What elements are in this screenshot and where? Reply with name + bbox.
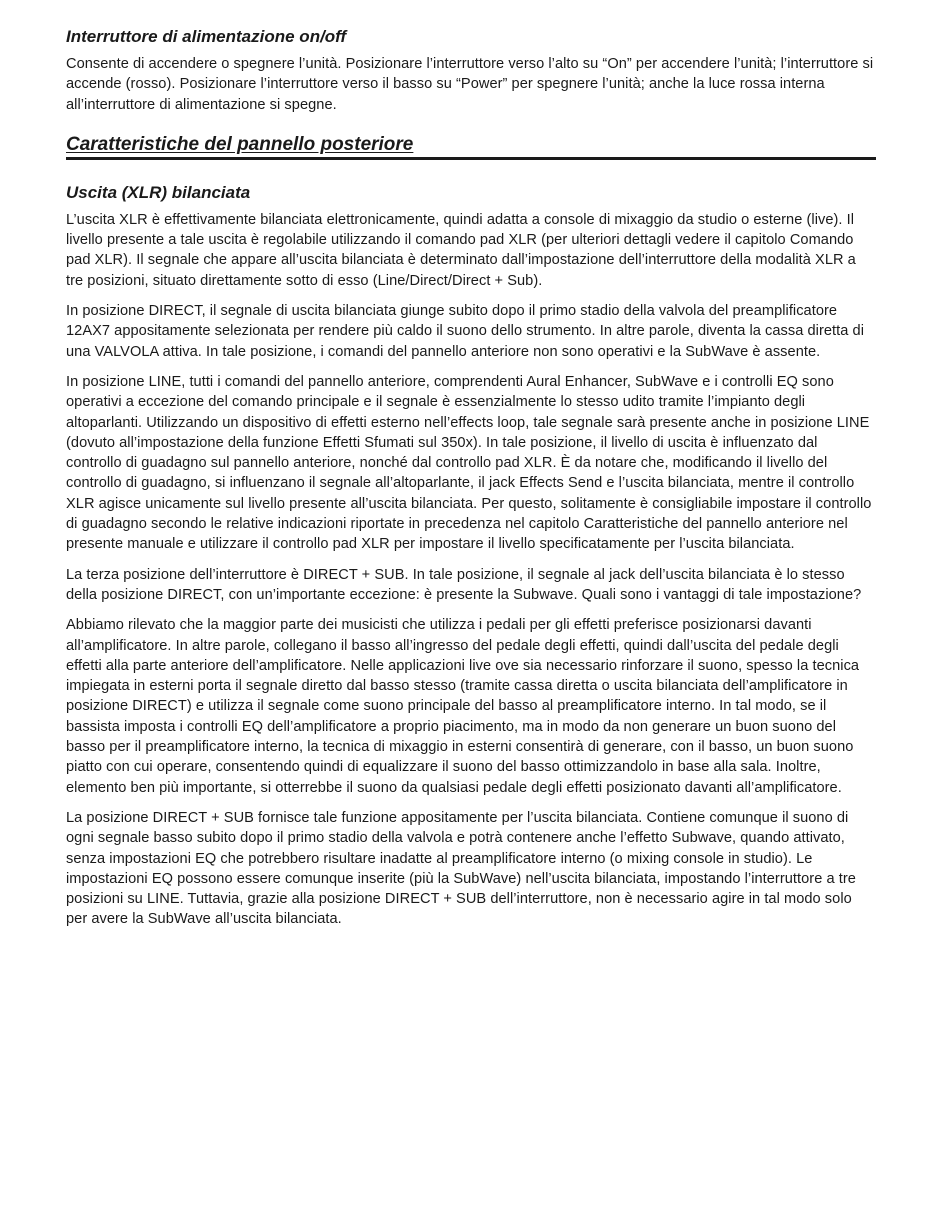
balanced-output-paragraph-6: La posizione DIRECT + SUB fornisce tale funzione appositamente per l’uscita bilanciata. Contiene comunque il suono di ogni segnale basso subito dopo il primo stadio della valvola e potrà contenere anche l’effetto Subwave, quando attivato, senza impostazioni EQ che potrebbero risultare inadatte al preamplificatore interno (o mixing console in studio). Le impostazioni EQ possono essere comunque inserite (più la SubWave) nell’uscita bilanciata, impostando l’interruttore a tre posizioni su LINE. Tuttavia, grazie alla posizione DIRECT + SUB dell’interruttore, non è necessario agire in tal modo solo per avere la SubWave all’uscita bilanciata. (66, 809, 856, 928)
balanced-output-paragraph-1: L’uscita XLR è effettivamente bilanciata elettronicamente, quindi adatta a console di mixaggio da studio o esterne (live). Il livello presente a tale uscita è regolabile utilizzando il comando pad XLR (per ulteriori dettagli vedere il capitolo Comando pad XLR). Il segnale che appare all’uscita bilanciata è determinato dall’impostazione dell’interruttore della modalità XLR a tre posizioni, situato direttamente sotto di esso (Line/Direct/Direct + Sub). (66, 211, 856, 289)
rear-panel-section (66, 133, 876, 160)
power-switch-paragraph: Consente di accendere o spegnere l’unità. Posizionare l’interruttore verso l’alto su “On” per accendere l’unità; l’interruttore si accende (rosso). Posizionare l’interruttore verso il basso su “Power” per spegnere l’unità; anche la luce rossa interna all’interruttore di alimentazione si spegne. (66, 56, 874, 113)
balanced-output-paragraph-2: In posizione DIRECT, il segnale di uscita bilanciata giunge subito dopo il primo stadio della valvola del preamplificatore 12AX7 appositamente selezionata per rendere più caldo il suono dello strumento. In altre parole, diventa la cassa diretta di una VALVOLA attiva. In tale posizione, i comandi del pannello anteriore non sono operativi e la SubWave è assente. (66, 303, 864, 360)
power-switch-heading: Interruttore di alimentazione on/off (66, 27, 347, 46)
balanced-output-paragraph-4: La terza posizione dell’interruttore è DIRECT + SUB. In tale posizione, il segnale al jack dell’uscita bilanciata è lo stesso della posizione DIRECT, con un’importante eccezione: è presente la Subwave. Quali sono i vantaggi di tale impostazione? (66, 566, 862, 603)
power-switch-section (66, 26, 876, 115)
balanced-output-paragraph-5: Abbiamo rilevato che la maggior parte dei musicisti che utilizza i pedali per gli effetti preferisce posizionarsi davanti all’amplificatore. In altre parole, collegano il basso all’ingresso del pedale degli effetti, quindi dall’uscita del pedale degli effetti alla parte anteriore dell’amplificatore. Nelle applicazioni live ove sia necessario rinforzare il suono, spesso la tecnica impiegata in esterni porta il segnale diretto dal basso stesso (tramite cassa diretta o uscita bilanciata dell’amplificatore in posizione DIRECT) e utilizza il segnale come suono principale del basso al preamplificatore interno. In tal modo, se il bassista imposta i controlli EQ dell’amplificatore a proprio piacimento, ma in modo da non generare un buon suono del basso per il preamplificatore interno, la tecnica di mixaggio in esterni consentirà di generare, con il basso, un buon suono piatto con cui operare, consentendo quindi di equalizzare il suono del basso ottimizzandolo in base alla sala. Inoltre, elemento ben più importante, si otterrebbe il suono da qualsiasi pedale degli effetti posizionato davanti all’amplificatore. (66, 617, 860, 796)
balanced-output-paragraph-3: In posizione LINE, tutti i comandi del pannello anteriore, comprendenti Aural Enhancer, SubWave e i controlli EQ sono operativi a eccezione del comando principale e il segnale è essenzialmente lo stesso udito tramite l’impianto degli altoparlanti. Utilizzando un dispositivo di effetti esterno nell’effects loop, tale segnale sarà presente anche in posizione LINE (dovuto all’impostazione della funzione Effetti Sfumati sul 350x). In tale posizione, il livello di uscita è influenzato dal controllo di guadagno sul pannello anteriore, nonché dal controllo pad XLR. È da notare che, modificando il livello del controllo di guadagno, si influenzano il segnale all’altoparlante, il jack Effects Send e l’uscita bilanciata, mentre il controllo XLR agisce unicamente sul livello presente all’uscita bilanciata. Per questo, solitamente è consigliabile impostare il controllo di guadagno secondo le relative indicazioni riportate in precedenza nel capitolo Caratteristiche del pannello anteriore nel presente manuale e utilizzare il controllo pad XLR per impostare il livello specificatamente per l’uscita bilanciata. (66, 373, 872, 553)
rear-panel-heading-text: Caratteristiche del pannello posteriore (66, 133, 414, 155)
balanced-output-section (66, 182, 876, 930)
rear-panel-heading (66, 133, 876, 160)
balanced-output-heading: Uscita (XLR) bilanciata (66, 182, 251, 202)
manual-page (66, 26, 876, 940)
